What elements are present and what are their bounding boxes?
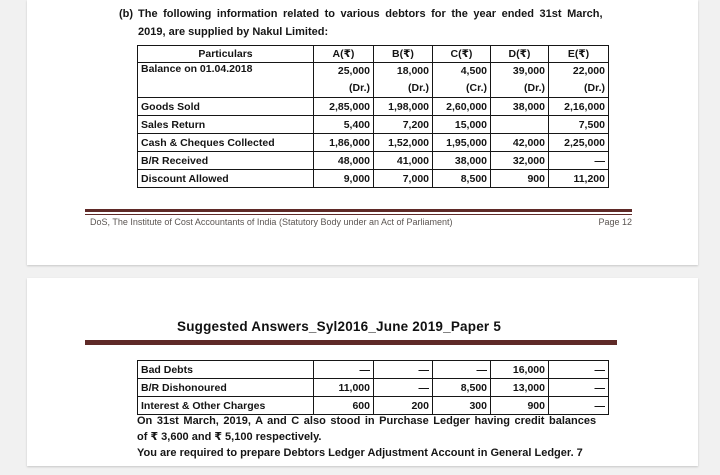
cell: 2,25,000: [549, 134, 609, 152]
cell: 48,000: [314, 152, 374, 170]
cell: 38,000: [491, 98, 549, 116]
para-line3: You are required to prepare Debtors Ledger Adjustment Account in General Ledger. 7: [137, 447, 583, 459]
col-header-c: C(₹): [433, 46, 491, 63]
cell: 11,200: [549, 170, 609, 188]
table-row: [138, 170, 609, 188]
cell-value: 22,000: [572, 65, 605, 77]
cell-value: 39,000: [512, 65, 545, 77]
cell: 5,400: [314, 116, 374, 134]
row-label: B/R Dishonoured: [138, 379, 314, 397]
cell: 7,200: [374, 116, 433, 134]
cell: 11,000: [314, 379, 374, 397]
paper-heading: Suggested Answers_Syl2016_June 2019_Paper 5: [177, 319, 502, 334]
table-row: [138, 116, 609, 134]
cell-drcr: (Dr.): [584, 82, 605, 94]
col-header-e: E(₹): [549, 46, 609, 63]
cell: 8,500: [433, 379, 491, 397]
cell: 600: [314, 397, 374, 415]
cell-value: 25,000: [337, 65, 370, 77]
cell: 38,000: [433, 152, 491, 170]
table-row: [138, 63, 609, 98]
footer-page-number: Page 12: [598, 217, 632, 227]
row-label: Discount Allowed: [138, 170, 314, 188]
cell: 2,85,000: [314, 98, 374, 116]
cell: 15,000: [433, 116, 491, 134]
debtors-table: [137, 45, 609, 188]
para-line1: On 31st March, 2019, A and C also stood in Purchase Ledger having credit balances: [137, 415, 597, 427]
table-row: [138, 379, 609, 397]
footer-rule: [85, 209, 632, 215]
table-header-row: [138, 46, 609, 63]
row-label: Sales Return: [138, 116, 314, 134]
table-row: [138, 397, 609, 415]
cell: 1,86,000: [314, 134, 374, 152]
cell: 2,60,000: [433, 98, 491, 116]
table-row: [138, 152, 609, 170]
cell: 42,000: [491, 134, 549, 152]
cell-drcr: (Dr.): [524, 82, 545, 94]
cell-drcr: (Cr.): [466, 82, 487, 94]
cell: [374, 63, 433, 98]
question-continuation: [137, 413, 610, 461]
debtors-table-continued: [137, 360, 609, 415]
table-row: [138, 98, 609, 116]
page-footer: [90, 217, 632, 227]
cell: 900: [491, 170, 549, 188]
col-header-d: D(₹): [491, 46, 549, 63]
cell: 41,000: [374, 152, 433, 170]
row-label: Cash & Cheques Collected: [138, 134, 314, 152]
pdf-page-13: [27, 278, 698, 466]
cell: [491, 116, 549, 134]
cell: 16,000: [491, 361, 549, 379]
cell-value: 18,000: [396, 65, 429, 77]
footer-institute-text: DoS, The Institute of Cost Accountants of India (Statutory Body under an Act of Parliament): [90, 217, 453, 227]
cell: —: [374, 361, 433, 379]
cell: [314, 63, 374, 98]
col-header-b: B(₹): [374, 46, 433, 63]
row-label: Goods Sold: [138, 98, 314, 116]
cell: 9,000: [314, 170, 374, 188]
cell: [491, 63, 549, 98]
row-label: B/R Received: [138, 152, 314, 170]
cell: —: [314, 361, 374, 379]
cell: 8,500: [433, 170, 491, 188]
cell: 300: [433, 397, 491, 415]
cell-drcr: (Dr.): [408, 82, 429, 94]
table-row: [138, 134, 609, 152]
cell: 2,16,000: [549, 98, 609, 116]
col-header-a: A(₹): [314, 46, 374, 63]
cell: 200: [374, 397, 433, 415]
cell: 13,000: [491, 379, 549, 397]
cell: —: [549, 361, 609, 379]
question-marker: (b): [119, 8, 134, 20]
row-label: Balance on 01.04.2018: [138, 63, 314, 98]
row-label: Interest & Other Charges: [138, 397, 314, 415]
cell: 7,500: [549, 116, 609, 134]
question-text-line2: 2019, are supplied by Nakul Limited:: [138, 26, 329, 38]
table-row: [138, 361, 609, 379]
heading-rule: [85, 340, 617, 345]
cell: —: [549, 152, 609, 170]
cell: 32,000: [491, 152, 549, 170]
question-text-line1: The following information related to various debtors for the year ended 31st March,: [138, 8, 603, 20]
cell: [433, 63, 491, 98]
cell-drcr: (Dr.): [349, 82, 370, 94]
cell: —: [374, 379, 433, 397]
cell: —: [549, 397, 609, 415]
pdf-page-12: [27, 0, 698, 265]
cell: —: [549, 379, 609, 397]
cell-value: 4,500: [460, 65, 487, 77]
col-header-particulars: Particulars: [138, 46, 314, 63]
cell: [549, 63, 609, 98]
cell: 900: [491, 397, 549, 415]
row-label: Bad Debts: [138, 361, 314, 379]
cell: 1,95,000: [433, 134, 491, 152]
para-line2: of ₹ 3,600 and ₹ 5,100 respectively.: [137, 431, 322, 443]
cell: 1,52,000: [374, 134, 433, 152]
cell: 7,000: [374, 170, 433, 188]
cell: 1,98,000: [374, 98, 433, 116]
cell: —: [433, 361, 491, 379]
